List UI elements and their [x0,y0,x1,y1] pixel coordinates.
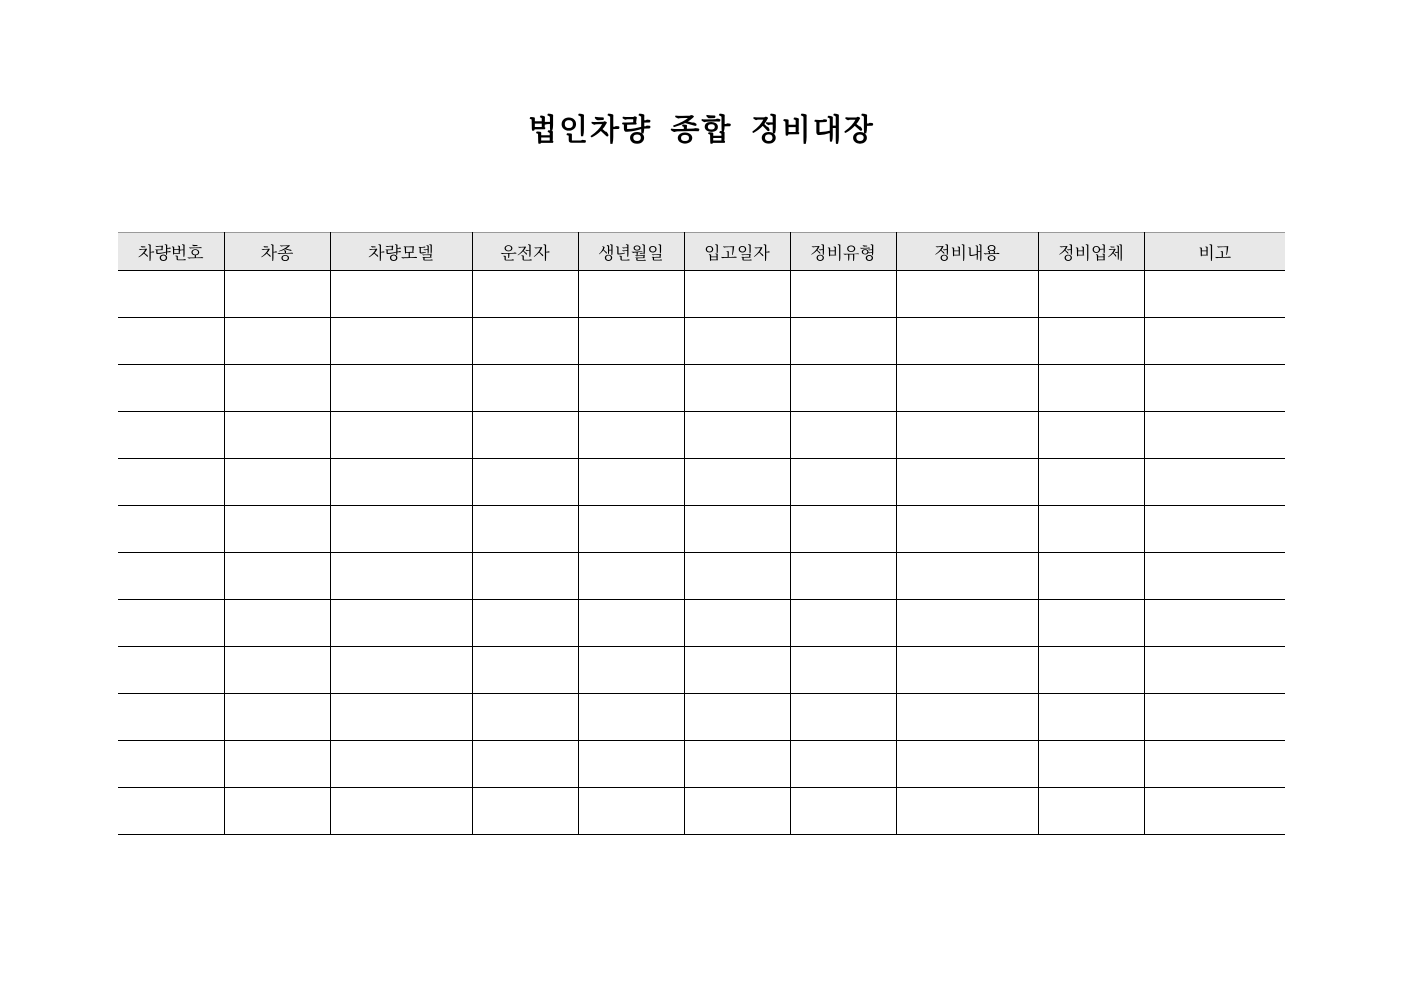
table-cell[interactable] [224,365,330,412]
table-cell[interactable] [118,647,224,694]
column-header-vehicle-model: 차량모델 [330,233,472,271]
table-cell[interactable] [1144,365,1285,412]
table-cell[interactable] [578,553,684,600]
table-cell[interactable] [684,600,790,647]
table-cell[interactable] [790,412,896,459]
table-cell[interactable] [896,788,1038,835]
table-row [118,741,1285,788]
table-cell[interactable] [330,365,472,412]
table-cell[interactable] [472,365,578,412]
maintenance-ledger-table [118,232,1285,835]
table-cell[interactable] [1038,788,1144,835]
table-cell[interactable] [472,647,578,694]
table-cell[interactable] [1038,318,1144,365]
column-header-vehicle-type: 차종 [224,233,330,271]
table-cell[interactable] [118,600,224,647]
table-cell[interactable] [1038,412,1144,459]
table-cell[interactable] [118,741,224,788]
table-cell[interactable] [578,459,684,506]
table-cell[interactable] [1144,459,1285,506]
table-cell[interactable] [1144,647,1285,694]
table-cell[interactable] [1144,506,1285,553]
column-header-driver: 운전자 [472,233,578,271]
column-header-maintenance-type: 정비유형 [790,233,896,271]
table-cell[interactable] [896,318,1038,365]
table-cell[interactable] [330,459,472,506]
table-cell[interactable] [896,553,1038,600]
table-cell[interactable] [684,788,790,835]
table-cell[interactable] [330,318,472,365]
table-cell[interactable] [896,506,1038,553]
table-cell[interactable] [790,553,896,600]
table-cell[interactable] [224,600,330,647]
table-cell[interactable] [118,459,224,506]
table-cell[interactable] [896,600,1038,647]
table-body [118,271,1285,835]
table-cell[interactable] [1038,647,1144,694]
table-cell[interactable] [472,600,578,647]
table-cell[interactable] [118,271,224,318]
table-cell[interactable] [330,647,472,694]
table-cell[interactable] [1038,271,1144,318]
table-cell[interactable] [330,788,472,835]
table-cell[interactable] [1144,553,1285,600]
table-cell[interactable] [578,506,684,553]
table-cell[interactable] [224,506,330,553]
table-cell[interactable] [790,694,896,741]
table-row [118,459,1285,506]
table-cell[interactable] [224,694,330,741]
table-row [118,553,1285,600]
table-cell[interactable] [472,506,578,553]
table-cell[interactable] [684,412,790,459]
table-cell[interactable] [896,459,1038,506]
table-cell[interactable] [224,788,330,835]
table-row [118,318,1285,365]
table-cell[interactable] [472,459,578,506]
table-row [118,365,1285,412]
table-cell[interactable] [790,506,896,553]
table-cell[interactable] [472,788,578,835]
table-cell[interactable] [684,365,790,412]
table-cell[interactable] [118,553,224,600]
table-cell[interactable] [896,365,1038,412]
table-cell[interactable] [684,647,790,694]
table-cell[interactable] [1038,694,1144,741]
table-cell[interactable] [578,741,684,788]
column-header-arrival-date: 입고일자 [684,233,790,271]
table-header [118,233,1285,271]
table-cell[interactable] [118,694,224,741]
table-cell[interactable] [1038,741,1144,788]
table-row [118,506,1285,553]
table-cell[interactable] [330,506,472,553]
table-cell[interactable] [1144,318,1285,365]
table-cell[interactable] [896,412,1038,459]
table-cell[interactable] [684,506,790,553]
column-header-remarks: 비고 [1144,233,1285,271]
table-cell[interactable] [578,647,684,694]
table-row [118,647,1285,694]
table-cell[interactable] [684,741,790,788]
table-row [118,412,1285,459]
table-cell[interactable] [1038,506,1144,553]
table-cell[interactable] [118,318,224,365]
table-cell[interactable] [578,788,684,835]
table-cell[interactable] [330,412,472,459]
document-title: 법인차량 종합 정비대장 [528,113,875,148]
table-cell[interactable] [118,412,224,459]
table-cell[interactable] [790,600,896,647]
table-cell[interactable] [1144,271,1285,318]
table-cell[interactable] [684,318,790,365]
table-cell[interactable] [896,694,1038,741]
table-cell[interactable] [330,741,472,788]
table-cell[interactable] [790,459,896,506]
table-row [118,694,1285,741]
column-header-maintenance-vendor: 정비업체 [1038,233,1144,271]
table-cell[interactable] [790,647,896,694]
table-cell[interactable] [224,553,330,600]
table-cell[interactable] [330,694,472,741]
table-cell[interactable] [1144,600,1285,647]
table-cell[interactable] [224,647,330,694]
table-row [118,600,1285,647]
table-cell[interactable] [578,694,684,741]
table-row [118,271,1285,318]
table-cell[interactable] [684,694,790,741]
table-cell[interactable] [578,412,684,459]
table-cell[interactable] [684,553,790,600]
table-cell[interactable] [1038,459,1144,506]
table-cell[interactable] [1144,788,1285,835]
table-cell[interactable] [118,788,224,835]
table-cell[interactable] [224,318,330,365]
table-cell[interactable] [118,506,224,553]
table-cell[interactable] [790,788,896,835]
table-cell[interactable] [896,271,1038,318]
table-cell[interactable] [578,600,684,647]
table-cell[interactable] [1144,694,1285,741]
table-cell[interactable] [472,741,578,788]
table-cell[interactable] [684,271,790,318]
table-cell[interactable] [224,412,330,459]
table-cell[interactable] [1144,412,1285,459]
table-cell[interactable] [790,271,896,318]
table-cell[interactable] [578,365,684,412]
table-cell[interactable] [472,694,578,741]
table-cell[interactable] [118,365,224,412]
table-cell[interactable] [224,741,330,788]
table-cell[interactable] [896,741,1038,788]
table-cell[interactable] [224,271,330,318]
table-cell[interactable] [1038,553,1144,600]
table-cell[interactable] [1144,741,1285,788]
table-row [118,788,1285,835]
table-cell[interactable] [1038,600,1144,647]
table-cell[interactable] [790,365,896,412]
table-cell[interactable] [472,318,578,365]
table-cell[interactable] [472,412,578,459]
table-cell[interactable] [472,553,578,600]
table-cell[interactable] [224,459,330,506]
table-cell[interactable] [330,271,472,318]
table-cell[interactable] [896,647,1038,694]
column-header-birth-date: 생년월일 [578,233,684,271]
column-header-vehicle-number: 차량번호 [118,233,224,271]
header-row [118,233,1285,271]
table-cell[interactable] [472,271,578,318]
table-cell[interactable] [578,271,684,318]
table-cell[interactable] [1038,365,1144,412]
column-header-maintenance-details: 정비내용 [896,233,1038,271]
table-cell[interactable] [790,318,896,365]
table-cell[interactable] [790,741,896,788]
table-cell[interactable] [578,318,684,365]
table-cell[interactable] [330,600,472,647]
table-cell[interactable] [684,459,790,506]
table-cell[interactable] [330,553,472,600]
